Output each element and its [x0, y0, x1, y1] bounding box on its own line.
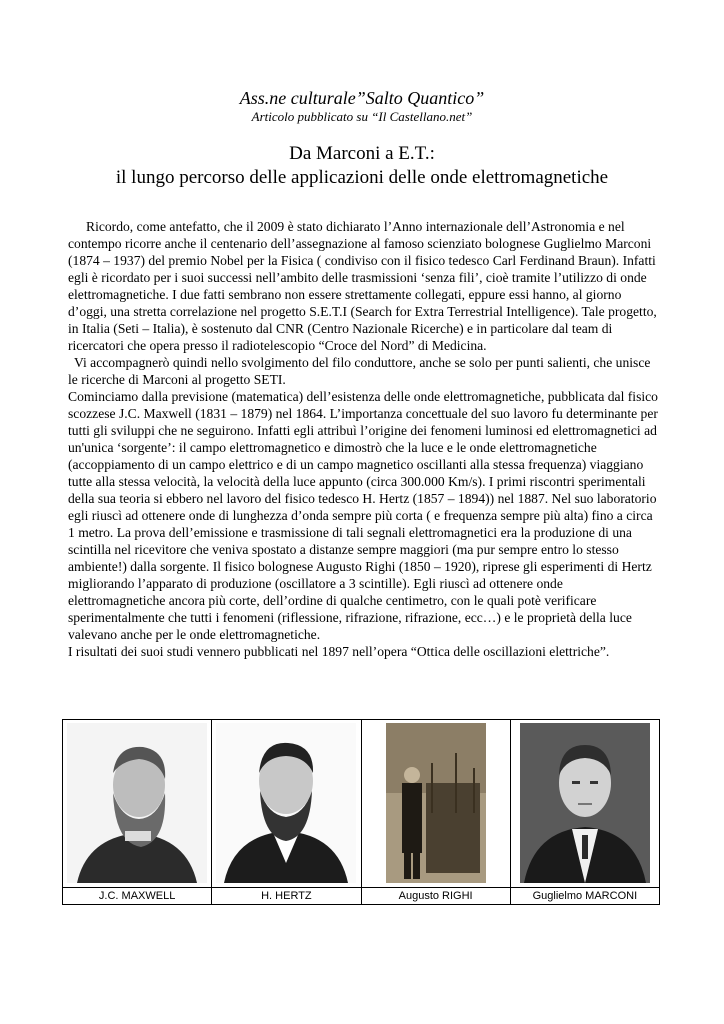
hertz-portrait-icon [216, 723, 356, 883]
portrait-caption: Guglielmo MARCONI [510, 887, 659, 904]
title-line-1: Da Marconi a E.T.: [289, 143, 435, 164]
marconi-portrait-icon [520, 723, 650, 883]
portrait-cell [361, 720, 510, 888]
righi-photo-icon [386, 723, 486, 883]
portrait-caption: H. HERTZ [212, 887, 361, 904]
association-name: Ass.ne culturale”Salto Quantico” [239, 88, 485, 108]
portrait-cell [63, 720, 212, 888]
publication-note: Articolo pubblicato su “Il Castellano.net” [251, 109, 473, 124]
article-header [0, 87, 724, 125]
article-body [68, 218, 660, 660]
article-title [0, 142, 724, 190]
paragraph: Vi accompagnerò quindi nello svolgimento del filo conduttore, anche se solo per punti salienti, che unisce le ricerche di Marconi al progetto SETI. [68, 355, 651, 387]
portrait-caption: J.C. MAXWELL [63, 887, 212, 904]
title-line-2: il lungo percorso delle applicazioni delle onde elettromagnetiche [115, 167, 609, 188]
paragraph: Ricordo, come antefatto, che il 2009 è stato dichiarato l’Anno internazionale dell’Astronomia e nel contempo ricorre anche il centenario dell’assegnazione al famoso scienziato bolognese Guglielmo Marconi (1874 – 1937) del premio Nobel per la Fisica ( condiviso con il fisico tedesco Carl Ferdinand Braun). Infatti egli è ricordato per i suoi successi nell’ambito delle trasmissioni ‘senza fili’, cioè tramite l’utilizzo di onde elettromagnetiche. I due fatti sembrano non essere strettamente collegati, eppure essi hanno, al giorno d’oggi, una stretta correlazione nel progetto S.E.T.I (Search for Extra Terrestrial Intelligence). Tale progetto, in Italia (Seti – Italia), è sostenuto dal CNR (Centro Nazionale Ricerche) e in particolare dal team di ricercatori che opera presso il radiotelescopio “Croce del Nord” di Medicina. [68, 219, 657, 353]
portrait-caption: Augusto RIGHI [361, 887, 510, 904]
maxwell-portrait-icon [67, 723, 207, 883]
paragraph: I risultati dei suoi studi vennero pubblicati nel 1897 nell’opera “Ottica delle oscillazioni elettriche”. [68, 644, 610, 659]
portrait-cell [212, 720, 361, 888]
portrait-cell [510, 720, 659, 888]
portrait-table [62, 719, 660, 905]
paragraph: Cominciamo dalla previsione (matematica) dell’esistenza delle onde elettromagnetiche, pubblicata dal fisico scozzese J.C. Maxwell (1831 – 1879) nel 1864. L’importanza concettuale del suo lavoro fu determinante per tutti gli sviluppi che ne seguirono. Infatti egli attribuì l’origine dei fenomeni luminosi ed elettromagnetici ad un'unica ‘sorgente’: il campo elettromagnetico e dimostrò che la luce e le onde elettromagnetiche (accoppiamento di un campo elettrico e di un campo magnetico oscillanti alla stessa frequenza) viaggiano tutte alla stessa velocità, la velocità della luce appunto (circa 300.000 Km/s). I primi riscontri sperimentali della sua teoria si ebbero nel lavoro del fisico tedesco H. Hertz (1857 – 1894)) nel 1887. Nel suo laboratorio egli riuscì ad ottenere onde di lunghezza d’onda sempre più corta ( e frequenza sempre più alta) fino a circa 1 metro. La prova dell’emissione e trasmissione di tali segnali elettromagnetici era la produzione di una scintilla nel ricevitore che veniva spostato a distanze sempre maggiori (ma pur sempre entro lo stesso ambiente!) dalla sorgente. Il fisico bolognese Augusto Righi (1850 – 1920), riprese gli esperimenti di Hertz migliorando l’apparato di produzione (oscillatore a 3 scintille). Egli riuscì ad ottenere onde elettromagnetiche ancora più corte, dell’ordine di qualche centimetro, con le quali potè verificare sperimentalmente che tutti i fenomeni (riflessione, rifrazione, rifrazione, ecc…) e le proprietà della luce valevano anche per le onde elettromagnetiche. [68, 389, 658, 642]
